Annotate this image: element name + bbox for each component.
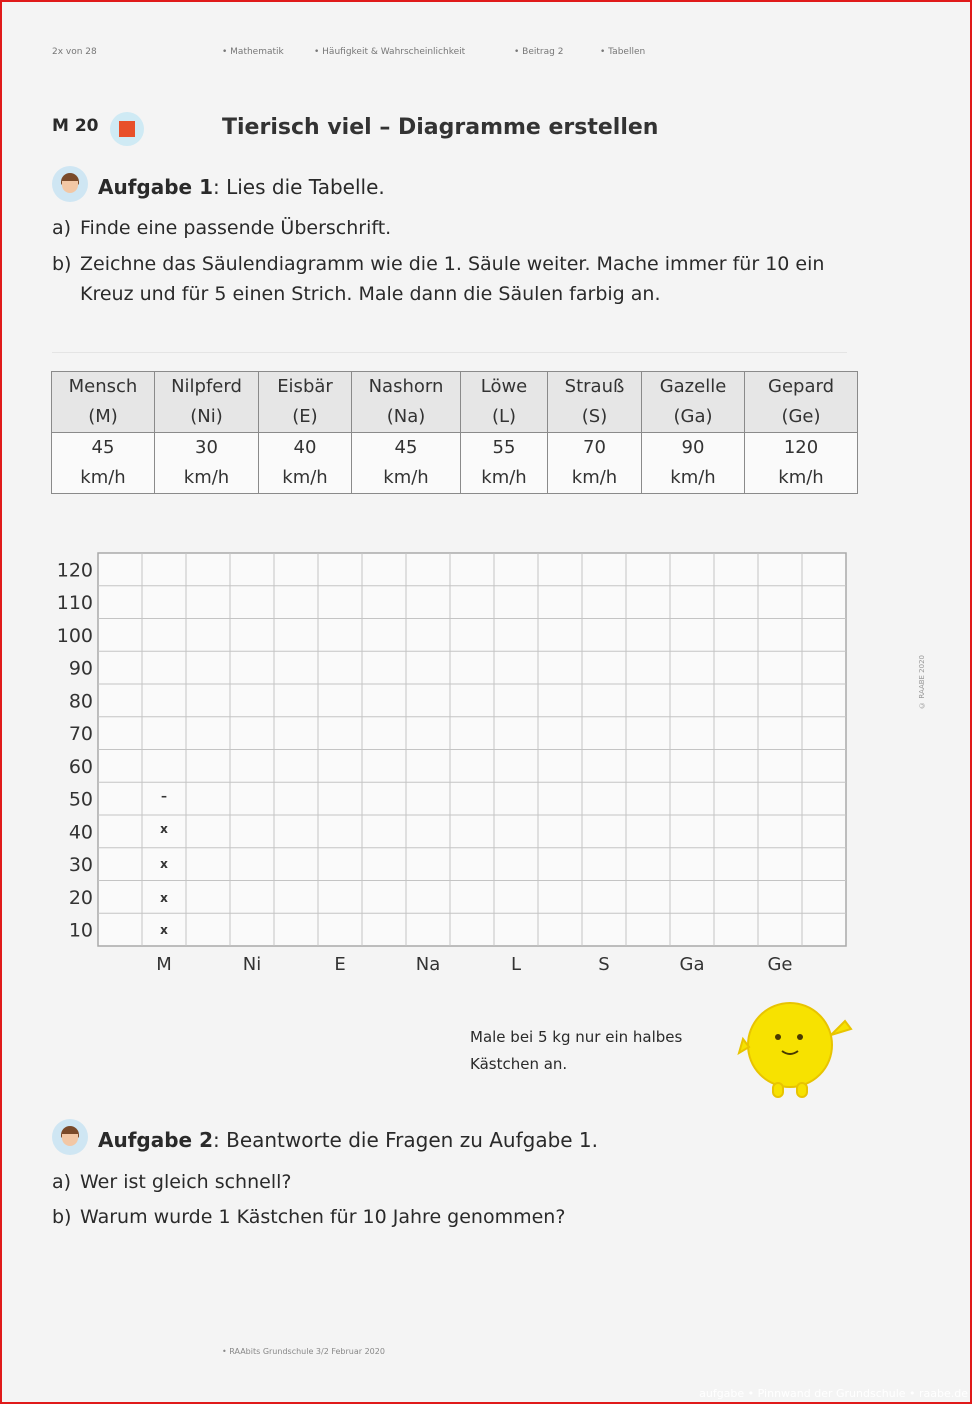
speed-unit: km/h [80,467,126,488]
task1-b-text: Zeichne das Säulendiagramm wie die 1. Säule weiter. Mache immer für 10 ein Kreuz und für 5 einen Strich. Male dann die Säulen farbig an. [80,253,825,305]
task1-b-index: b) [52,253,72,275]
breadcrumb-section: • Tabellen [600,47,646,57]
task2-a-text: Wer ist gleich schnell? [80,1171,292,1193]
x-tick-label: E [334,954,346,975]
breadcrumb-subject: • Mathematik [222,47,284,57]
animal-name: Mensch [68,376,138,397]
task1-text: : Lies die Tabelle. [213,175,385,199]
task1-a-text: Finde eine passende Überschrift. [80,217,392,239]
speed-unit: km/h [282,467,328,488]
animal-abbr: (Na) [386,406,426,427]
animal-abbr: (Ge) [781,406,821,427]
animal-abbr: (Ga) [673,406,713,427]
animal-name: Eisbär [277,376,333,397]
page-number: 2x von 28 [52,47,97,57]
animal-name: Nilpferd [171,376,242,397]
animal-speed: 120 [783,437,819,458]
y-tick-label: 50 [68,788,93,811]
task2-label: Aufgabe 2 [98,1128,213,1152]
breadcrumb-topic: • Häufigkeit & Wahrscheinlichkeit [314,47,466,57]
column-mark: x [160,822,168,836]
x-tick-label: S [598,954,610,975]
worksheet-code: M 20 [52,116,99,136]
task2-b-index: b) [52,1206,72,1228]
column-mark: x [160,857,168,871]
task1-label: Aufgabe 1 [98,175,213,199]
column-mark: x [160,891,168,905]
animal-name: Gazelle [659,376,727,397]
sun-mascot-icon [735,995,857,1107]
animal-speed: 40 [293,437,317,458]
animal-name: Löwe [480,376,528,397]
y-tick-label: 60 [68,755,93,778]
animal-speed: 45 [394,437,418,458]
animal-speed: 30 [195,437,218,458]
watermark: aufgabe • Pinnwand der Grundschule • raabe.de [699,1387,968,1400]
animal-name: Strauß [564,376,625,397]
task2-b-text: Warum wurde 1 Kästchen für 10 Jahre genommen? [80,1206,566,1228]
y-tick-label: 20 [68,886,93,909]
y-tick-label: 70 [68,723,93,746]
pupil-icon [52,1119,88,1155]
x-tick-label: Ni [242,954,262,975]
y-tick-label: 30 [68,854,93,877]
animal-abbr: (E) [292,406,318,427]
y-tick-label: 40 [68,821,93,844]
animal-name: Nashorn [368,376,444,397]
animal-abbr: (Ni) [190,406,223,427]
y-tick-label: 10 [68,919,93,942]
animal-name: Gepard [768,376,834,397]
y-tick-label: 80 [68,690,93,713]
y-tick-label: 120 [56,559,93,582]
speed-unit: km/h [383,467,429,488]
y-tick-label: 110 [56,592,93,615]
x-tick-label: Ge [767,954,793,975]
column-mark: – [161,789,167,803]
task2-part-a [52,1167,852,1197]
x-tick-label: Na [415,954,441,975]
animal-speed: 45 [91,437,115,458]
task2-a-index: a) [52,1171,72,1193]
y-tick-label: 100 [56,624,93,647]
speed-unit: km/h [183,467,230,488]
worksheet-title: Tierisch viel – Diagramme erstellen [222,115,659,140]
animal-speed: 90 [681,437,705,458]
y-tick-label: 90 [68,657,93,680]
task2-part-b [52,1202,852,1232]
animal-abbr: (L) [491,406,517,427]
animal-abbr: (S) [581,406,608,427]
animal-speed: 55 [492,437,516,458]
task2-text: : Beantworte die Fragen zu Aufgabe 1. [213,1128,599,1152]
task1-a-index: a) [52,217,72,239]
task2-heading [98,1128,598,1152]
footer-text: • RAAbits Grundschule 3/2 Februar 2020 [222,1347,385,1356]
animal-abbr: (M) [88,406,118,427]
copyright-side: © RAABE 2020 [918,655,926,709]
speed-unit: km/h [670,467,716,488]
x-tick-label: M [156,954,172,975]
x-tick-label: L [510,954,522,975]
breadcrumb-article: • Beitrag 2 [514,47,564,57]
speed-unit: km/h [778,467,824,488]
animal-speed: 70 [583,437,606,458]
hint-text: Male bei 5 kg nur ein halbes Kästchen an. [470,1028,683,1073]
column-mark: x [160,923,168,937]
x-tick-label: Ga [679,954,705,975]
speed-unit: km/h [571,467,618,488]
speed-unit: km/h [481,467,527,488]
